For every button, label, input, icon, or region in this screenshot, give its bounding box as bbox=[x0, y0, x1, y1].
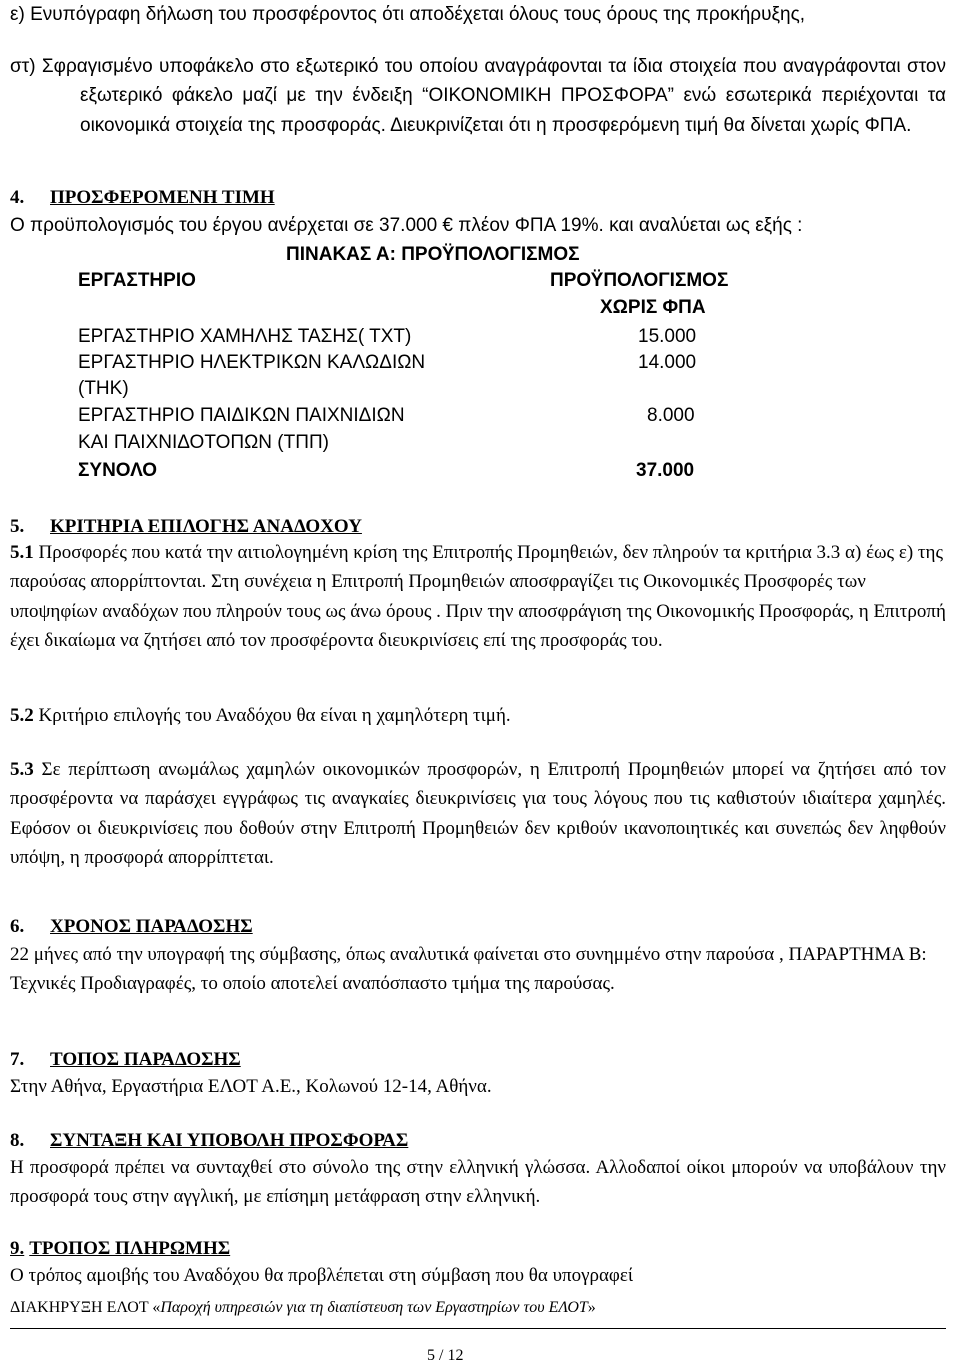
section-5-1-text: Προσφορές που κατά την αιτιολογημένη κρίση της Επιτροπής Προμηθειών, δεν πληρούν τα κριτήρια 3.3 α) έως ε) της παρούσας απορρίπτονται. Στη συνέχεια η Επιτροπή Προμηθειών αποσφραγίζει τις Οικονομικές Προσφορές των υποψηφίων αναδόχων που πληρούν τους ως άνω όρους . Πριν την αποσφράγιση της Οικονομικής Προσφοράς, η Επιτροπή έχει δικαίωμα να ζητήσει από τον προσφέροντα διευκρινίσεις επί της προσφοράς του. bbox=[10, 542, 946, 651]
table-total-label: ΣΥΝΟΛΟ bbox=[78, 460, 158, 481]
section-4-title: ΠΡΟΣΦΕΡΟΜΕΝΗ ΤΙΜΗ bbox=[50, 187, 275, 208]
table-row-2-value: 14.000 bbox=[638, 352, 697, 373]
section-5-1-number: 5.1 bbox=[10, 542, 34, 563]
section-5-2-number: 5.2 bbox=[10, 705, 34, 726]
table-row-1-value: 15.000 bbox=[638, 326, 697, 347]
table-row-2-name: ΕΡΓΑΣΤΗΡΙΟ ΗΛΕΚΤΡΙΚΩΝ ΚΑΛΩΔΙΩΝ bbox=[78, 352, 426, 373]
page-number: 5 / 12 bbox=[427, 1347, 464, 1364]
item-e-text: ε) Ενυπόγραφη δήλωση του προσφέροντος ότι αποδέχεται όλους τους όρους της προκήρυξης, bbox=[10, 4, 806, 25]
section-6-number: 6. bbox=[10, 916, 25, 937]
footer-prefix: ΔΙΑΚΗΡΥΞΗ ΕΛΟΤ « bbox=[10, 1299, 161, 1316]
table-row-3-name: ΕΡΓΑΣΤΗΡΙΟ ΠΑΙΔΙΚΩΝ ΠΑΙΧΝΙΔΙΩΝ bbox=[78, 405, 405, 426]
table-header-lab: ΕΡΓΑΣΤΗΡΙΟ bbox=[78, 270, 196, 291]
section-5-2-paragraph bbox=[10, 701, 946, 730]
section-8-text: Η προσφορά πρέπει να συνταχθεί στο σύνολο της στην ελληνική γλώσσα. Αλλοδαποί οίκοι μπορούν να υποβάλουν την προσφορά τους στην αγγλική, με επίσημη μετάφραση στην ελληνική. bbox=[10, 1157, 946, 1208]
section-9-title: ΤΡΟΠΟΣ ΠΛΗΡΩΜΗΣ bbox=[29, 1238, 231, 1259]
section-5-3-paragraph bbox=[10, 755, 946, 872]
section-9-text: Ο τρόπος αμοιβής του Αναδόχου θα προβλέπεται στη σύμβαση που θα υπογραφεί bbox=[10, 1265, 633, 1286]
section-5-3-number: 5.3 bbox=[10, 759, 34, 780]
table-caption: ΠΙΝΑΚΑΣ Α: ΠΡΟΫΠΟΛΟΓΙΣΜΟΣ bbox=[286, 244, 580, 265]
section-4-number: 4. bbox=[10, 187, 25, 208]
section-9-number: 9. bbox=[10, 1238, 25, 1259]
section-5-1-paragraph bbox=[10, 538, 946, 655]
section-8-title: ΣΥΝΤΑΞΗ ΚΑΙ ΥΠΟΒΟΛΗ ΠΡΟΣΦΟΡΑΣ bbox=[50, 1130, 409, 1151]
section-5-number: 5. bbox=[10, 516, 25, 537]
section-5-heading bbox=[10, 512, 362, 541]
table-row-2-name-cont: (ΤΗΚ) bbox=[78, 378, 129, 399]
footer-italic: Παροχή υπηρεσιών για τη διαπίστευση των Εργαστηρίων του ΕΛΟΤ bbox=[160, 1299, 588, 1316]
section-8-heading bbox=[10, 1126, 408, 1155]
table-header-budget-2: ΧΩΡΙΣ ΦΠΑ bbox=[600, 297, 706, 318]
section-7-heading bbox=[10, 1045, 241, 1074]
section-6-heading bbox=[10, 912, 253, 941]
section-4-text: Ο προϋπολογισμός του έργου ανέρχεται σε 37.000 € πλέον ΦΠΑ 19%. και αναλύεται ως εξής : bbox=[10, 215, 803, 236]
table-row-3-name-cont: ΚΑΙ ΠΑΙΧΝΙΔΟΤΟΠΩΝ (ΤΠΠ) bbox=[78, 432, 329, 453]
section-5-3-text: Σε περίπτωση ανωμάλως χαμηλών οικονομικών προσφορών, η Επιτροπή Προμηθειών μπορεί να ζητήσει από τον προσφέροντα να παράσχει εγγράφως τις αναγκαίες διευκρινίσεις για τους λόγους που τις καθιστούν ιδιαίτερα χαμηλές. Εφόσον οι διευκρινίσεις που δοθούν στην Επιτροπή Προμηθειών δεν κριθούν ικανοποιητικές και συνεπώς δεν ληφθούν υπόψη, η προσφορά απορρίπτεται. bbox=[10, 759, 946, 868]
section-6-text: 22 μήνες από την υπογραφή της σύμβασης, όπως αναλυτικά φαίνεται στο συνημμένο στην παρούσα , ΠΑΡΑΡΤΗΜΑ Β: Τεχνικές Προδιαγραφές, το οποίο αποτελεί αναπόσπαστο τμήμα της παρούσας. bbox=[10, 944, 927, 995]
section-9-heading bbox=[10, 1234, 230, 1263]
item-st-text: στ) Σφραγισμένο υποφάκελο στο εξωτερικό του οποίου αναγράφονται τα ίδια στοιχεία που αναγράφονται στον εξωτερικό φάκελο μαζί με την ένδειξη “ΟΙΚΟΝΟΜΙΚΗ ΠΡΟΣΦΟΡΑ” ενώ εσωτερικά περιέχονται τα οικονομικά στοιχεία της προσφοράς. Διευκρινίζεται ότι η προσφερόμενη τιμή θα δίνεται χωρίς ΦΠΑ. bbox=[10, 56, 946, 136]
section-7-number: 7. bbox=[10, 1049, 25, 1070]
section-5-2-text: Κριτήριο επιλογής του Αναδόχου θα είναι η χαμηλότερη τιμή. bbox=[33, 705, 511, 726]
section-6-title: ΧΡΟΝΟΣ ΠΑΡΑΔΟΣΗΣ bbox=[50, 916, 253, 937]
table-row-3-value: 8.000 bbox=[647, 405, 695, 426]
table-total-value: 37.000 bbox=[636, 460, 695, 481]
section-7-text: Στην Αθήνα, Εργαστήρια ΕΛΟΤ Α.Ε., Κολωνού 12-14, Αθήνα. bbox=[10, 1076, 492, 1097]
section-4-heading bbox=[10, 183, 275, 212]
section-5-title: ΚΡΙΤΗΡΙΑ ΕΠΙΛΟΓΗΣ ΑΝΑΔΟΧΟΥ bbox=[50, 516, 362, 537]
section-7-title: ΤΟΠΟΣ ΠΑΡΑΔΟΣΗΣ bbox=[50, 1049, 241, 1070]
table-row-1-name: ΕΡΓΑΣΤΗΡΙΟ ΧΑΜΗΛΗΣ ΤΑΣΗΣ( ΤΧΤ) bbox=[78, 326, 412, 347]
footer-title bbox=[10, 1299, 596, 1317]
footer-suffix: » bbox=[587, 1299, 596, 1316]
section-8-number: 8. bbox=[10, 1130, 25, 1151]
footer-rule bbox=[10, 1328, 946, 1329]
table-header-budget-1: ΠΡΟΫΠΟΛΟΓΙΣΜΟΣ bbox=[550, 270, 729, 291]
